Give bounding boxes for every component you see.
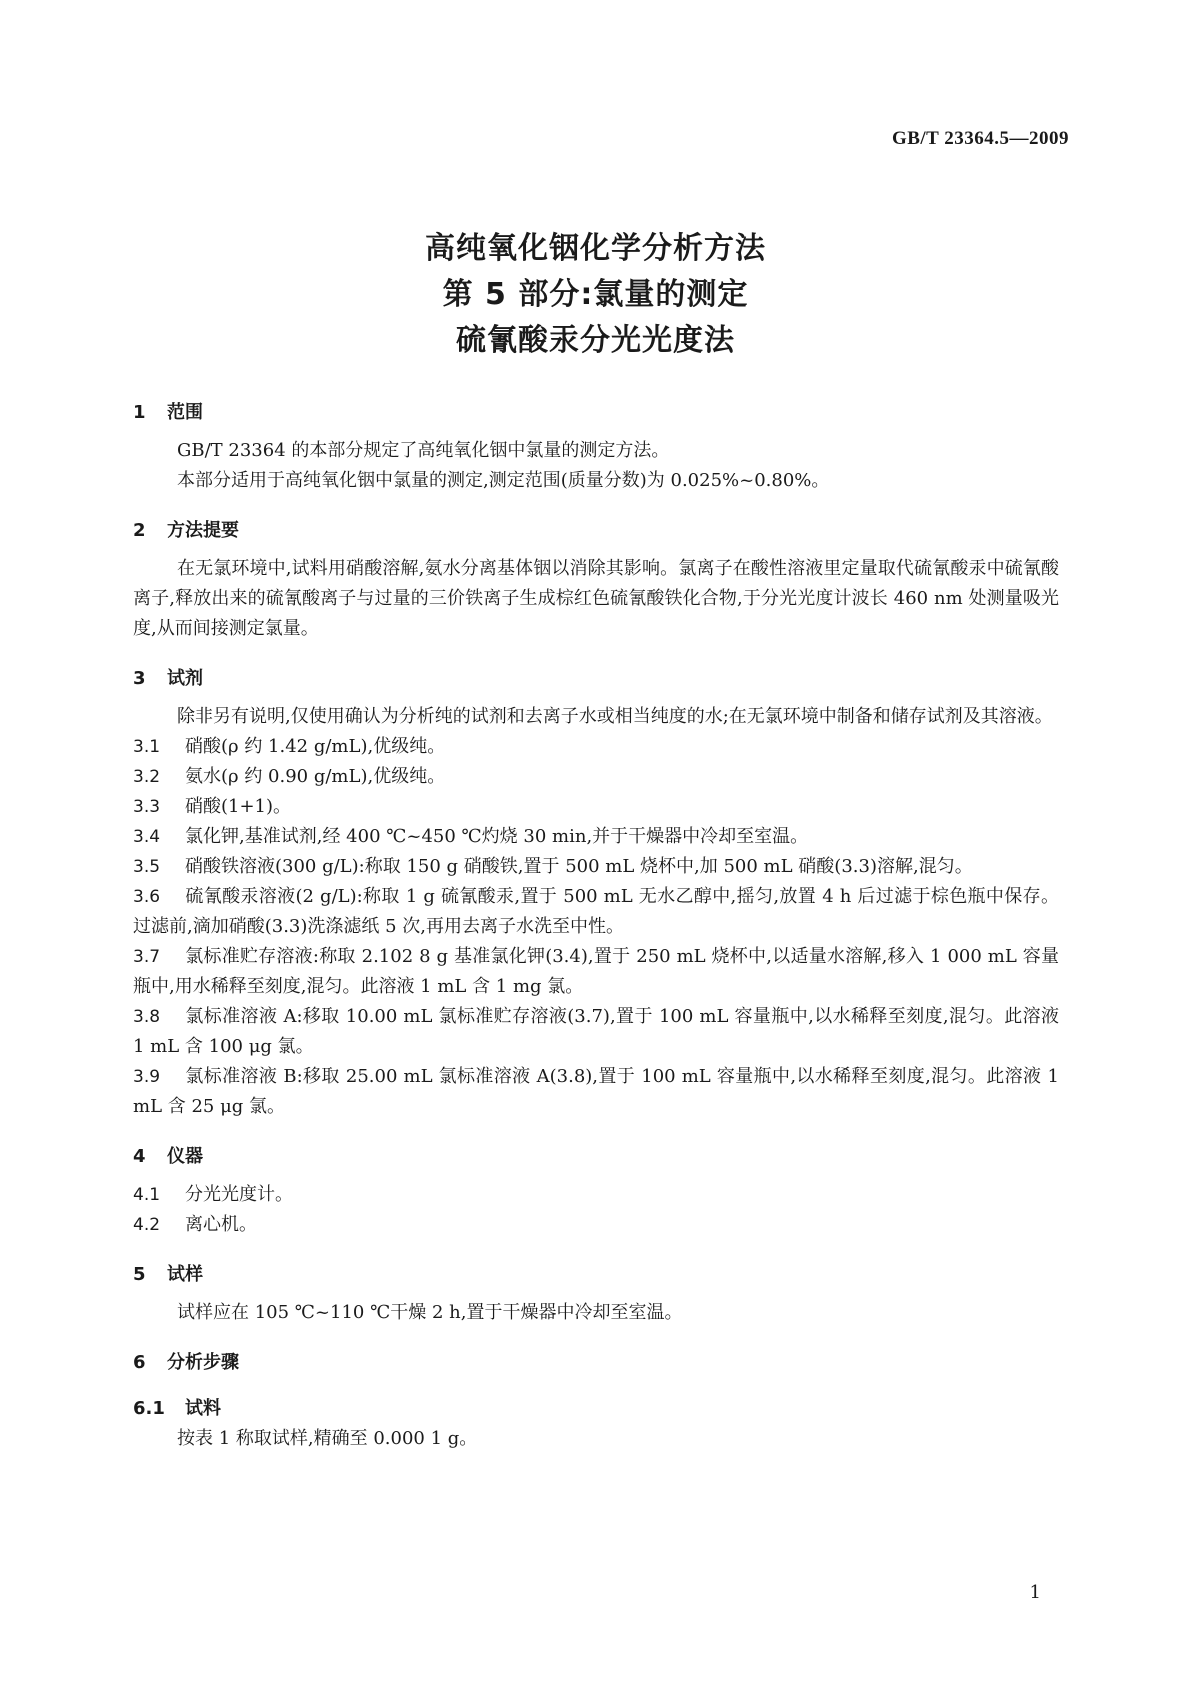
section-heading-scope: 1 范围 <box>133 402 203 423</box>
section-heading-sample: 5 试样 <box>133 1264 203 1285</box>
list-item: 3.6 硫氰酸汞溶液(2 g/L):称取 1 g 硫氰酸汞,置于 500 mL 无水乙醇中,摇匀,放置 4 h 后过滤于棕色瓶中保存。过滤前,滴加硝酸(3.3)洗涤滤纸 5 次,再用去离子水洗至中性。 <box>133 886 1059 937</box>
paragraph: GB/T 23364 的本部分规定了高纯氧化铟中氯量的测定方法。 <box>177 440 670 461</box>
list-item: 3.3 硝酸(1+1)。 <box>133 796 292 817</box>
paragraph: 按表 1 称取试样,精确至 0.000 1 g。 <box>177 1428 478 1449</box>
title-line-1: 高纯氧化铟化学分析方法 <box>425 231 766 266</box>
list-item: 3.7 氯标准贮存溶液:称取 2.102 8 g 基准氯化钾(3.4),置于 250 mL 烧杯中,以适量水溶解,移入 1 000 mL 容量瓶中,用水稀释至刻度,混匀。此溶液 1 mL 含 1 mg 氯。 <box>133 946 1059 997</box>
standard-number: GB/T 23364.5—2009 <box>891 128 1069 149</box>
list-item: 3.8 氯标准溶液 A:移取 10.00 mL 氯标准贮存溶液(3.7),置于 100 mL 容量瓶中,以水稀释至刻度,混匀。此溶液 1 mL 含 100 μg 氯。 <box>133 1006 1059 1057</box>
section-heading-apparatus: 4 仪器 <box>133 1146 203 1167</box>
document-title <box>0 226 1191 364</box>
section-heading-procedure: 6 分析步骤 <box>133 1352 239 1373</box>
section-heading-method-summary: 2 方法提要 <box>133 520 239 541</box>
list-item: 4.1 分光光度计。 <box>133 1184 293 1205</box>
page-number: 1 <box>1029 1582 1041 1603</box>
paragraph: 试样应在 105 ℃~110 ℃干燥 2 h,置于干燥器中冷却至室温。 <box>177 1302 683 1323</box>
list-item: 3.1 硝酸(ρ 约 1.42 g/mL),优级纯。 <box>133 736 446 757</box>
list-item: 3.5 硝酸铁溶液(300 g/L):称取 150 g 硝酸铁,置于 500 mL 烧杯中,加 500 mL 硝酸(3.3)溶解,混匀。 <box>133 856 973 877</box>
list-item: 3.2 氨水(ρ 约 0.90 g/mL),优级纯。 <box>133 766 446 787</box>
paragraph: 在无氯环境中,试料用硝酸溶解,氨水分离基体铟以消除其影响。氯离子在酸性溶液里定量取代硫氰酸汞中硫氰酸离子,释放出来的硫氰酸离子与过量的三价铁离子生成棕红色硫氰酸铁化合物,于分光光度计波长 460 nm 处测量吸光度,从而间接测定氯量。 <box>133 558 1059 639</box>
section-heading-reagents: 3 试剂 <box>133 668 203 689</box>
document-body <box>133 398 1059 1454</box>
title-line-2: 第 5 部分:氯量的测定 <box>442 277 749 312</box>
paragraph: 除非另有说明,仅使用确认为分析纯的试剂和去离子水或相当纯度的水;在无氯环境中制备和储存试剂及其溶液。 <box>177 706 1053 727</box>
subsection-heading-test-portion: 6.1 试料 <box>133 1398 221 1419</box>
list-item: 4.2 离心机。 <box>133 1214 257 1235</box>
paragraph: 本部分适用于高纯氧化铟中氯量的测定,测定范围(质量分数)为 0.025%~0.80%。 <box>177 470 830 491</box>
list-item: 3.4 氯化钾,基准试剂,经 400 ℃~450 ℃灼烧 30 min,并于干燥器中冷却至室温。 <box>133 826 809 847</box>
list-item: 3.9 氯标准溶液 B:移取 25.00 mL 氯标准溶液 A(3.8),置于 100 mL 容量瓶中,以水稀释至刻度,混匀。此溶液 1 mL 含 25 μg 氯。 <box>133 1066 1059 1117</box>
title-line-3: 硫氰酸汞分光光度法 <box>456 323 735 358</box>
